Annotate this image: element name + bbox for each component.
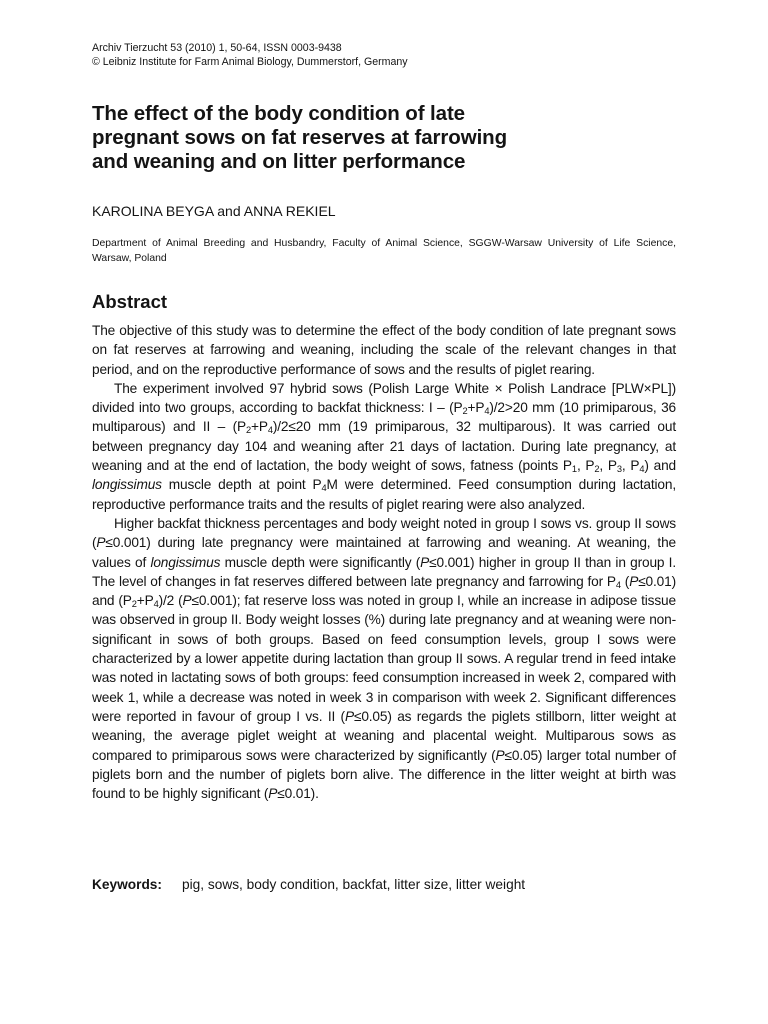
- abstract-body: [92, 321, 676, 803]
- paper-title: [92, 102, 692, 174]
- title-line: The effect of the body condition of late: [92, 102, 465, 125]
- abstract-paragraph-2: The experiment involved 97 hybrid sows (Polish Large White × Polish Landrace [PLW×PL]) divided into two groups, according to backfat thickness: $I - (P_2+P_4)/2>20$ mm (10 primiparous, 36 multiparous) and II – $(P_2+P_4)/2\le 20$ mm (19 primiparous, 32 multiparous). It was carried out between pregnancy day 104 and weaning after 21 days of lactation. During late pregnancy, at weaning and at the end of lactation, the body weight of sows, fatness (points $P_1$, $P_2$, $P_3$, $P_4$) and longissimus muscle depth at point $P_4M$ were determined. Feed consumption during lactation, reproductive performance traits and the results of piglet rearing were also analyzed.: [92, 380, 677, 512]
- title-line: and weaning and on litter performance: [92, 150, 466, 173]
- journal-header: [92, 41, 692, 69]
- title-line: pregnant sows on fat reserves at farrowing: [92, 126, 508, 149]
- keywords-label: Keywords:: [92, 877, 162, 892]
- journal-citation: Archiv Tierzucht 53 (2010) 1, 50-64, ISSN 0003-9438: [92, 42, 342, 54]
- affiliation: Department of Animal Breeding and Husbandry, Faculty of Animal Science, SGGW-Warsaw University of Life Science, Warsaw, Poland: [92, 238, 676, 265]
- abstract-heading: Abstract: [92, 291, 168, 312]
- abstract-paragraph-1: The objective of this study was to determine the effect of the body condition of late pregnant sows on fat reserves at farrowing and weaning, including the scale of the relevant changes in that period, and on the reproductive performance of sows and the results of piglet rearing.: [92, 323, 676, 377]
- keywords: [92, 875, 676, 894]
- keywords-list: pig, sows, body condition, backfat, litter size, litter weight: [182, 877, 526, 892]
- publisher-line: © Leibniz Institute for Farm Animal Biology, Dummerstorf, Germany: [92, 56, 408, 68]
- abstract-paragraph-3: Higher backfat thickness percentages and body weight noted in group I sows vs. group II sows (P≤0.001) during late pregnancy were maintained at farrowing and weaning. At weaning, the values of longissimus muscle depth were significantly (P≤0.001) higher in group II than in group I. The level of changes in fat reserves differed between late pregnancy and farrowing for $P_4$ (P≤0.01) and $(P_2+P_4)/2$ (P≤0.001); fat reserve loss was noted in group I, while an increase in adipose tissue was observed in group II. Body weight losses (%) during late pregnancy and at weaning were non-significant in sows of both groups. Based on feed consumption levels, group I sows were characterized by a lower appetite during lactation than group II sows. A regular trend in feed intake was noted in lactating sows of both groups: feed consumption increased in week 2, compared with week 1, while a decrease was noted in week 3 in comparison with week 2. Significant differences were reported in favour of group I vs. II (P≤0.05) as regards the piglets stillborn, litter weight at weaning, the average piglet weight at weaning and placental weight. Multiparous sows as compared to primiparous sows were characterized by significantly (P≤0.05) larger total number of piglets born and the number of piglets born alive. The difference in the litter weight at birth was found to be highly significant (P≤0.01).: [92, 515, 676, 802]
- author-list: KAROLINA BEYGA and ANNA REKIEL: [92, 203, 336, 219]
